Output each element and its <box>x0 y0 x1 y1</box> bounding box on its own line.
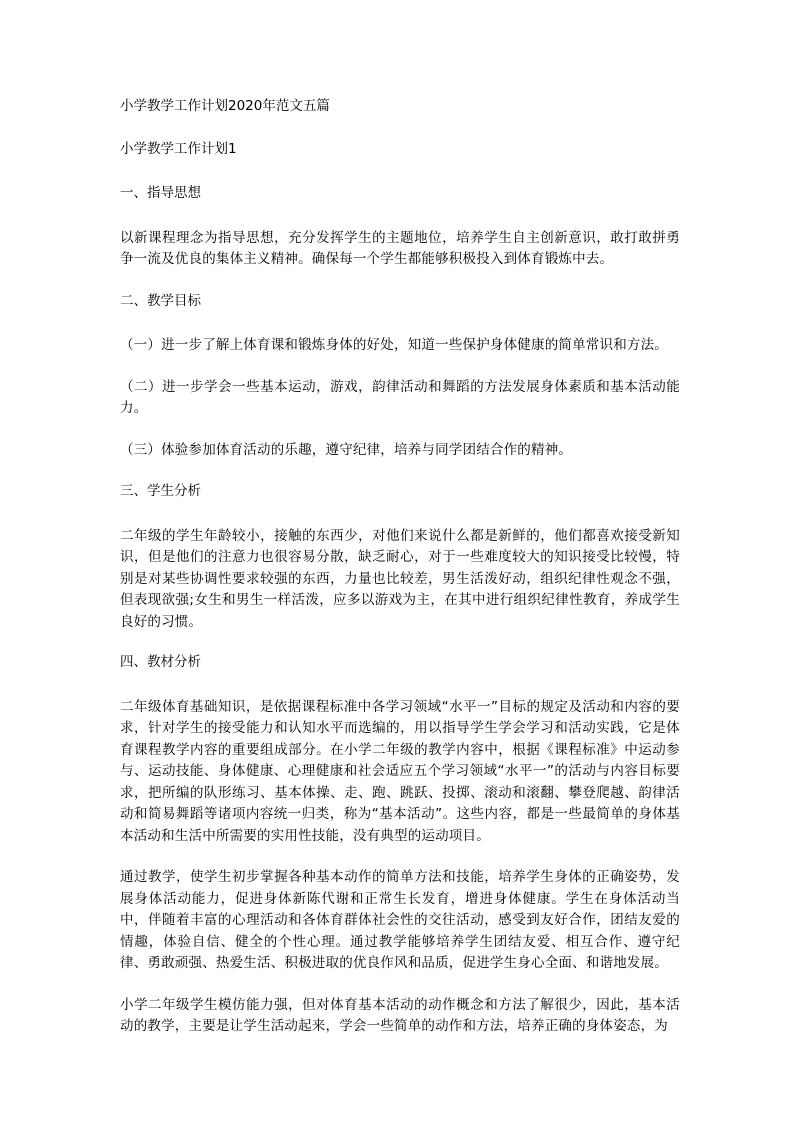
goal-paragraph-2: （二）进一步学会一些基本运动，游戏，韵律活动和舞蹈的方法发展身体素质和基本活动能力。 <box>120 378 680 416</box>
guiding-paragraph: 以新课程理念为指导思想，充分发挥学生的主题地位，培养学生自主创新意识，敢打敢拼勇争一流及优良的集体主义精神。确保每一个学生都能够积极投入到体育锻炼中去。 <box>120 229 680 267</box>
document-title: 小学教学工作计划2020年范文五篇 <box>120 98 330 114</box>
materials-paragraph-3: 小学二年级学生模仿能力强，但对体育基本活动的动作概念和方法了解很少，因此，基本活动的教学，主要是让学生活动起来，学会一些简单的动作和方法，培养正确的身体姿态，为 <box>120 996 680 1034</box>
students-paragraph: 二年级的学生年龄较小，接触的东西少，对他们来说什么都是新鲜的，他们都喜欢接受新知识，但是他们的注意力也很容易分散，缺乏耐心，对于一些难度较大的知识接受比较慢，特别是对某些协调性要求较强的东西，力量也比较差，男生活泼好动，组织纪律性观念不强，但表现欲强;女生和男生一样活泼，应多以游戏为主，在其中进行组织纪律性教育，养成学生良好的习惯。 <box>120 527 680 630</box>
section-heading-materials: 四、教材分析 <box>120 654 201 670</box>
section-heading-guiding: 一、指导思想 <box>120 185 201 201</box>
section-heading-goals: 二、教学目标 <box>120 292 201 309</box>
plan-title: 小学教学工作计划1 <box>120 140 237 157</box>
goal-paragraph-1: （一）进一步了解上体育课和锻炼身体的好处，知道一些保护身体健康的简单常识和方法。 <box>120 337 668 353</box>
materials-paragraph-1: 二年级体育基础知识，是依据课程标准中各学习领域“水平一”目标的规定及活动和内容的要求，针对学生的接受能力和认知水平而选编的，用以指导学生学会学习和活动实践，它是体育课程教学内容的重要组成部分。在小学二年级的教学内容中，根据《课程标准》中运动参与、运动技能、身体健康、心理健康和社会适应五个学习领域“水平一”的活动与内容目标要求，把所编的队形练习、基本体操、走、跑、跳跃、投掷、滚动和滚翻、攀登爬越、韵律活动和简易舞蹈等诸项内容统一归类，称为“基本活动”。这些内容，都是一些最简单的身体基本活动和生活中所需要的实用性技能，没有典型的运动项目。 <box>120 698 680 844</box>
section-heading-students: 三、学生分析 <box>120 483 201 499</box>
materials-paragraph-2: 通过教学，使学生初步掌握各种基本动作的简单方法和技能，培养学生身体的正确姿势，发展身体活动能力，促进身体新陈代谢和正常生长发育，增进身体健康。学生在身体活动当中，伴随着丰富的心理活动和各体育群体社会性的交往活动，感受到友好合作，团结友爱的情趣，体验自信、健全的个性心理。通过教学能够培养学生团结友爱、相互合作、遵守纪律、勇敢顽强、热爱生活、积极进取的优良作风和品质，促进学生身心全面、和谐地发展。 <box>120 869 680 971</box>
document-page <box>120 96 680 1058</box>
goal-paragraph-3: （三）体验参加体育活动的乐趣，遵守纪律，培养与同学团结合作的精神。 <box>120 441 573 458</box>
